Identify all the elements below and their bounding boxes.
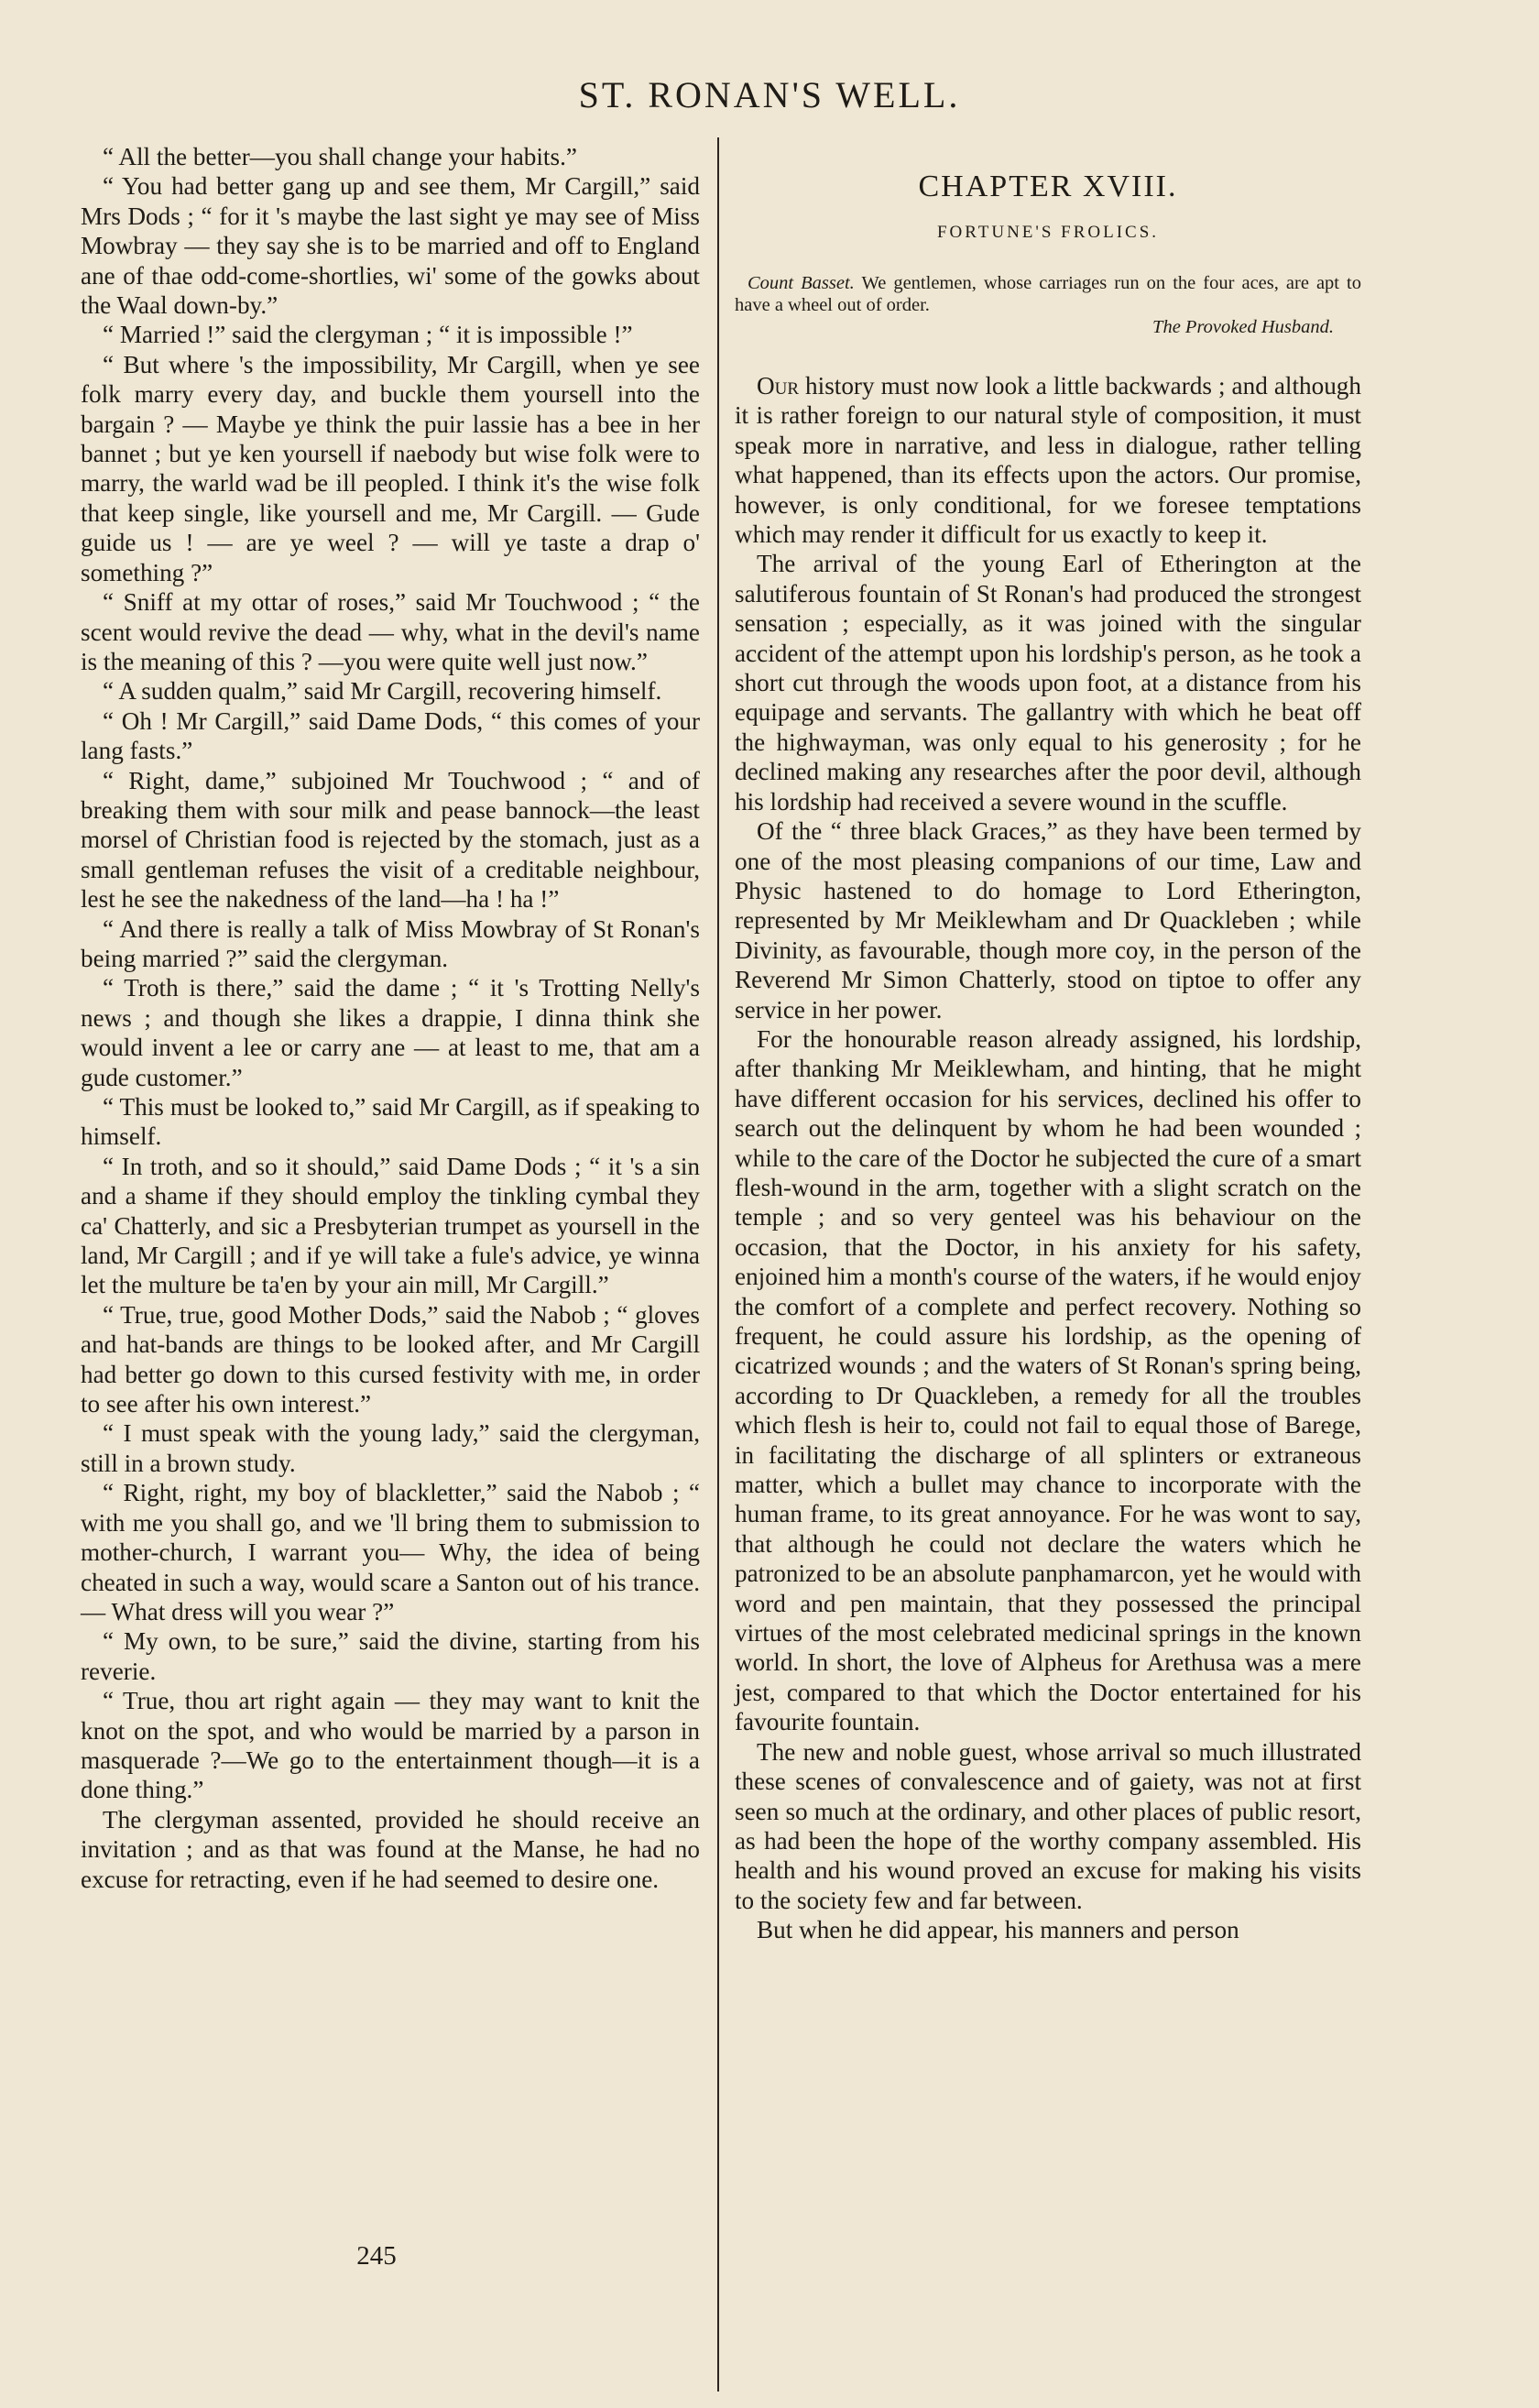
epigraph bbox=[735, 272, 1361, 338]
drop-word: Our bbox=[757, 372, 800, 400]
opening-paragraph-text: history must now look a little backwards ; and although it is rather foreign to our natural style of composition, it must speak more in narrative, and less in dialogue, rather telling what happened, than its effects upon the actors. Our promise, however, is only conditional, for we foresee temptations which may render it difficult for us exactly to keep it. bbox=[735, 372, 1361, 549]
paragraph: “ But where 's the impossibility, Mr Cargill, when ye see folk marry every day, and buckle them yoursell into the bargain ? — Maybe ye think the puir lassie has a bee in her bannet ; but ye ken yoursell if naebody but wise folk were to marry, the warld wad be ill peopled. I think it's the wise folk that keep single, like yoursell and me, Mr Cargill. — Gude guide us ! — are ye weel ? — will ye taste a drap o' something ?” bbox=[81, 350, 700, 586]
paragraph: “ Married !” said the clergyman ; “ it is impossible !” bbox=[103, 321, 633, 349]
paragraph: “ Sniff at my ottar of roses,” said Mr Touchwood ; “ the scent would revive the dead — why, what in the devil's name is the meaning of this ? —you were quite well just now.” bbox=[81, 588, 700, 675]
running-head: ST. RONAN'S WELL. bbox=[578, 74, 961, 115]
paragraph: “ Right, dame,” subjoined Mr Touchwood ; “ and of breaking them with sour milk and pease bannock—the least morsel of Christian food is rejected by the stomach, just as a small gentleman refuses the visit of a creditable neighbour, lest he see the nakedness of the land—ha ! ha !” bbox=[81, 766, 700, 914]
paragraph: The arrival of the young Earl of Etherington at the salutiferous fountain of St Ronan's had produced the strongest sensation ; especially, as it was joined with the singular accident of the attempt upon his lordship's person, as he took a short cut through the woods upon foot, at a distance from his equipage and servants. The gallantry with which he beat off the highwayman, was only equal to his generosity ; for he declined making any researches after the poor devil, although his lordship had received a severe wound in the scuffle. bbox=[735, 550, 1361, 815]
opening-paragraph bbox=[735, 371, 1361, 549]
paragraph: “ True, thou art right again — they may want to knit the knot on the spot, and who would be married by a parson in masquerade ?—We go to the entertainment though—it is a done thing.” bbox=[81, 1687, 700, 1804]
paragraph: “ I must speak with the young lady,” said the clergyman, still in a brown study. bbox=[81, 1419, 700, 1477]
paragraph: But when he did appear, his manners and person bbox=[757, 1916, 1239, 1944]
paragraph: “ A sudden qualm,” said Mr Cargill, recovering himself. bbox=[103, 677, 662, 706]
paragraph: “ Right, right, my boy of blackletter,” said the Nabob ; “ with me you shall go, and we 'll bring them to submission to mother-church, I warrant you— Why, the idea of being cheated in such a way, would scare a Santon out of his trance.— What dress will you wear ?” bbox=[81, 1479, 700, 1625]
paragraph: “ True, true, good Mother Dods,” said the Nabob ; “ gloves and hat-bands are things to be looked after, and Mr Cargill had better go down to this cursed festivity with me, in order to see after his own interest.” bbox=[81, 1300, 700, 1418]
paragraph: “ Oh ! Mr Cargill,” said Dame Dods, “ this comes of your lang fasts.” bbox=[81, 706, 700, 765]
chapter-title: CHAPTER XVIII. bbox=[918, 170, 1178, 203]
paragraph: “ This must be looked to,” said Mr Cargill, as if speaking to himself. bbox=[81, 1093, 700, 1151]
right-column bbox=[735, 142, 1361, 1945]
paragraph: For the honourable reason already assigned, his lordship, after thanking Mr Meiklewham, and hinting, that he might have different occasion for his services, declined his offer to search out the delinquent by whom he had been wounded ; while to the care of the Doctor he subjected the cure of a smart flesh-wound in the arm, together with a slight scratch on the temple ; and so very genteel was his behaviour on the occasion, that the Doctor, in his anxiety for his safety, enjoined him a month's course of the waters, if he would enjoy the comfort of a complete and perfect recovery. Nothing so frequent, he could assure his lordship, as the opening of cicatrized wounds ; and the waters of St Ronan's spring being, according to Dr Quackleben, a remedy for all the troubles which flesh is heir to, could not fail to equal those of Barege, in facilitating the discharge of all splinters or extraneous matter, which a bullet may chance to incorporate with the human frame, to its great annoyance. For he was wont to say, that although he could not declare the waters which he patronized to be an absolute panphamarcon, yet he would with word and pen maintain, that they possessed the principal virtues of the most celebrated medicinal springs in the known world. In short, the love of Alpheus for Arethusa was a mere jest, compared to that which the Doctor entertained for his favourite fountain. bbox=[735, 1024, 1361, 1736]
paragraph: “ And there is really a talk of Miss Mowbray of St Ronan's being married ?” said the clergyman. bbox=[81, 914, 700, 972]
paragraph: “ You had better gang up and see them, Mr Cargill,” said Mrs Dods ; “ for it 's maybe the last sight ye may see of Miss Mowbray — they say she is to be married and off to England ane of thae odd-come-shortlies, wi' some of the gowks about the Waal down-by.” bbox=[81, 172, 700, 320]
epigraph-source: The Provoked Husband. bbox=[1152, 317, 1334, 337]
epigraph-text: We gentlemen, whose carriages run on the four aces, are apt to have a wheel out of order. bbox=[735, 273, 1361, 315]
paragraph: “ In troth, and so it should,” said Dame Dods ; “ it 's a sin and a shame if they should employ the tinkling cymbal they ca' Chatterly, and sic a Presbyterian trumpet as yoursell in the land, Mr Cargill ; and if ye will take a fule's advice, ye winna let the multure be ta'en by your ain mill, Mr Cargill.” bbox=[81, 1152, 700, 1299]
page-number: 245 bbox=[356, 2241, 397, 2271]
paragraph: The clergyman assented, provided he should receive an invitation ; and as that was found at the Manse, he had no excuse for retracting, even if he had seemed to desire one. bbox=[81, 1805, 700, 1893]
epigraph-speaker: Count Basset. bbox=[748, 273, 855, 293]
paragraph: “ My own, to be sure,” said the divine, starting from his reverie. bbox=[81, 1627, 700, 1685]
paragraph: Of the “ three black Graces,” as they have been termed by one of the most pleasing companions of our time, Law and Physic hastened to do homage to Lord Etherington, represented by Mr Meiklewham and Dr Quackleben ; while Divinity, as favourable, though more coy, in the person of the Reverend Mr Simon Chatterly, stood on tiptoe to offer any service in her power. bbox=[735, 817, 1361, 1023]
left-column bbox=[81, 142, 700, 1894]
paragraph: “ All the better—you shall change your habits.” bbox=[103, 143, 577, 170]
paragraph: “ Troth is there,” said the dame ; “ it 's Trotting Nelly's news ; and though she likes a drappie, I dinna think she would invent a lee or carry ane — at least to me, that am a gude customer.” bbox=[81, 974, 700, 1091]
chapter-subtitle: FORTUNE'S FROLICS. bbox=[936, 223, 1160, 242]
column-divider bbox=[717, 137, 719, 2392]
paragraph: The new and noble guest, whose arrival so much illustrated these scenes of convalescence and of gaiety, was not at first seen so much at the ordinary, and other places of public resort, as had been the hope of the worthy company assembled. His health and his wound proved an excuse for making his visits to the society few and far between. bbox=[735, 1737, 1361, 1914]
